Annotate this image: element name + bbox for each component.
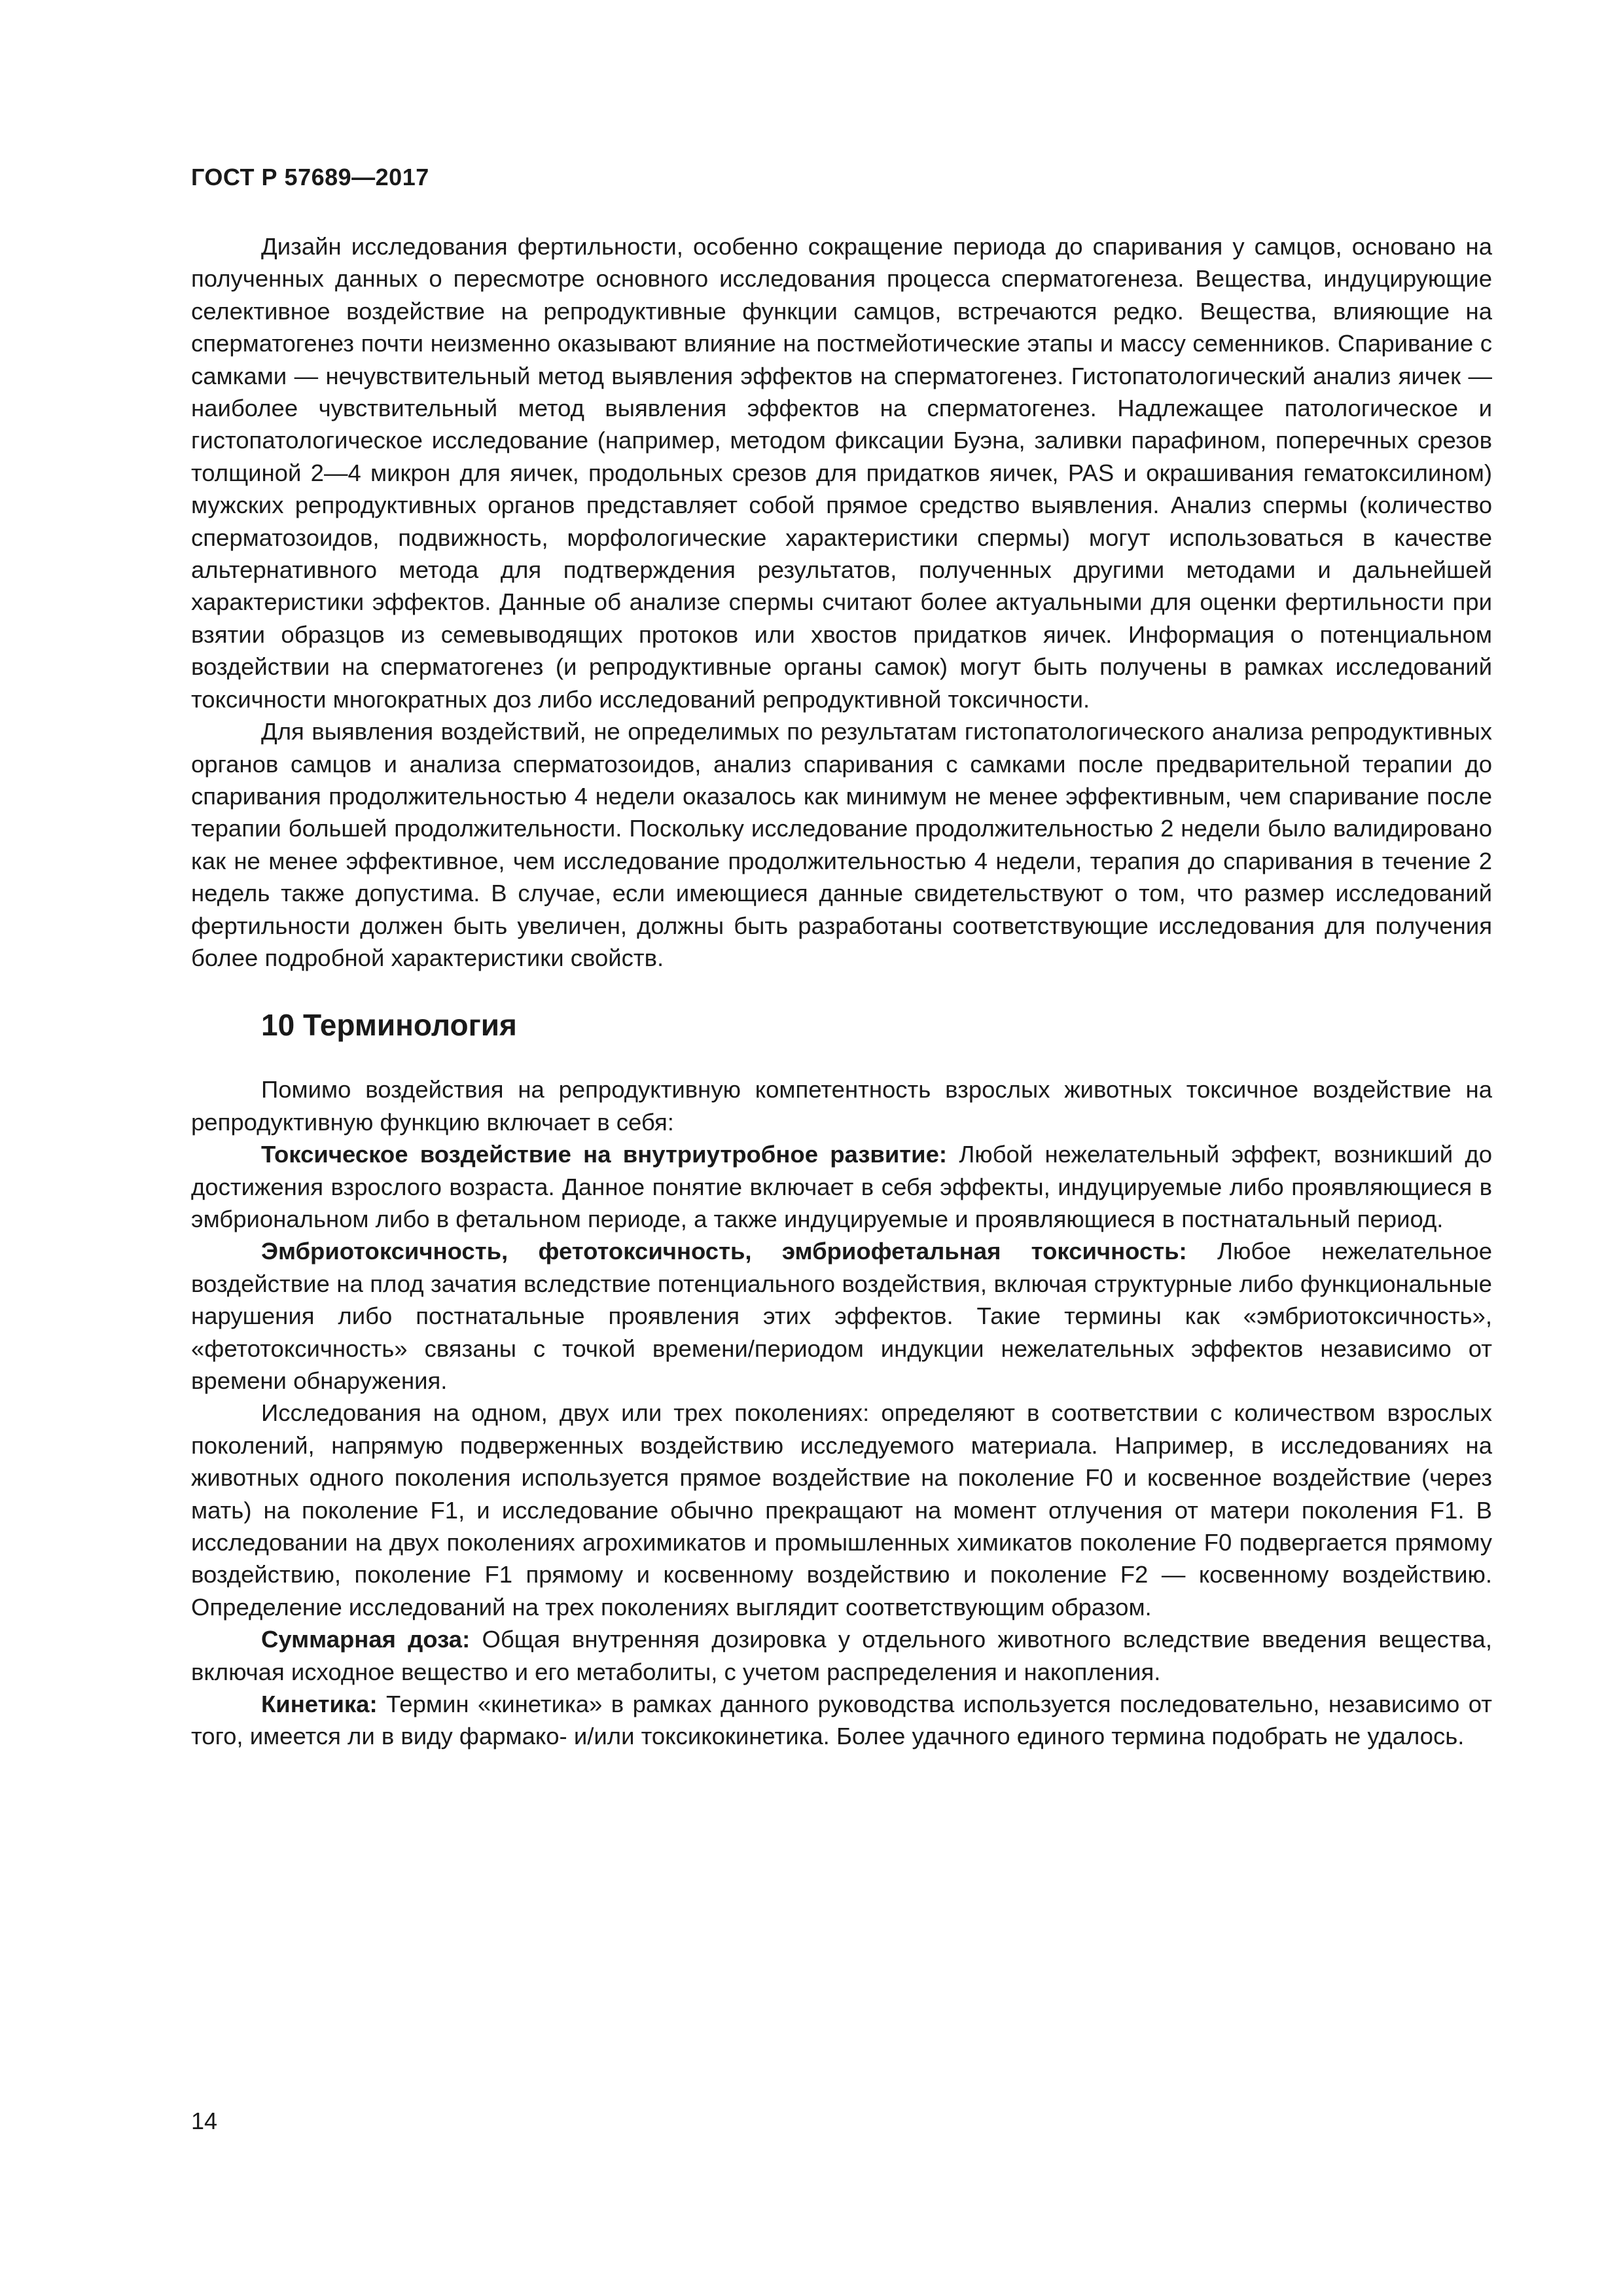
term-label: Эмбриотоксичность, фетотоксичность, эмбриофетальная токсичность: xyxy=(261,1238,1187,1265)
paragraph-generation-studies: Исследования на одном, двух или трех поколениях: определяют в соответствии с количеством взрослых поколений, напрямую подверженных воздействию исследуемого материала. Например, в исследованиях на животных одного поколения используется прямое воздействие на поколение F0 и косвенное воздействие (через мать) на поколение F1, и исследование обычно прекращают на момент отлучения от матери поколения F1. В исследовании на двух поколениях агрохимикатов и промышленных химикатов поколение F0 подвергается прямому воздействию, поколение F1 прямому и косвенному воздействию и поколение F2 — косвенному воздействию. Определение исследований на трех поколениях выглядит соответствующим образом. xyxy=(191,1399,1492,1621)
document-page xyxy=(191,0,1492,2296)
term-label: Суммарная доза: xyxy=(261,1626,471,1653)
term-entry-total-dose xyxy=(191,1623,1492,1688)
page-number: 14 xyxy=(191,2108,218,2134)
term-label: Токсическое воздействие на внутриутробное развитие: xyxy=(261,1141,948,1168)
paragraph-mating-analysis: Для выявления воздействий, не определимых по результатам гистопатологического анализа репродуктивных органов самцов и анализа сперматозоидов, анализ спаривания с самками после предварительной терапии до спаривания продолжительностью 4 недели оказалось как минимум не менее эффективным, чем спаривание после терапии большей продолжительности. Поскольку исследование продолжительностью 2 недели было валидировано как не менее эффективное, чем исследование продолжительностью 4 недели, терапия до спаривания в течение 2 недель также допустима. В случае, если имеющиеся данные свидетельствуют о том, что размер исследований фертильности должен быть увеличен, должны быть разработаны соответствующие исследования для получения более подробной характеристики свойств. xyxy=(191,718,1492,971)
term-entry-kinetics xyxy=(191,1688,1492,1753)
term-definition: Термин «кинетика» в рамках данного руководства используется последовательно, независимо от того, имеется ли в виду фармако- и/или токсикокинетика. Более удачного единого термина подобрать не удалось. xyxy=(191,1691,1492,1750)
term-entry-embryotoxicity xyxy=(191,1235,1492,1397)
document-header: ГОСТ Р 57689—2017 xyxy=(191,164,429,190)
term-definition: Любой нежелательный эффект, возникший до достижения взрослого возраста. Данное понятие включает в себя эффекты, индуцируемые либо проявляющиеся в эмбриональном либо в фетальном периоде, а также индуцируемые и проявляющиеся в постнатальный период. xyxy=(191,1141,1493,1232)
document-body xyxy=(191,230,1492,1753)
term-label: Кинетика: xyxy=(261,1691,378,1718)
paragraph-fertility-study-design: Дизайн исследования фертильности, особенно сокращение периода до спаривания у самцов, основано на полученных данных о пересмотре основного исследования процесса сперматогенеза. Вещества, индуцирующие селективное воздействие на репродуктивные функции самцов, встречаются редко. Вещества, влияющие на сперматогенез почти неизменно оказывают влияние на постмейотические этапы и массу семенников. Спаривание с самками — нечувствительный метод выявления эффектов на сперматогенез. Гистопатологический анализ яичек — наиболее чувствительный метод выявления эффектов на сперматогенез. Надлежащее патологическое и гистопатологическое исследование (например, методом фиксации Буэна, заливки парафином, поперечных срезов толщиной 2—4 микрон для яичек, продольных срезов для придатков яичек, PAS и окрашивания гематоксилином) мужских репродуктивных органов представляет собой прямое средство выявления. Анализ спермы (количество сперматозоидов, подвижность, морфологические характеристики спермы) могут использоваться в качестве альтернативного метода для подтверждения результатов, полученных другими методами и дальнейшей характеристики эффектов. Данные об анализе спермы считают более актуальными для оценки фертильности при взятии образцов из семевыводящих протоков или хвостов придатков яичек. Информация о потенциальном воздействии на сперматогенез (и репродуктивные органы самок) могут быть получены в рамках исследований токсичности многократных доз либо исследований репродуктивной токсичности. xyxy=(191,233,1492,713)
paragraph-terminology-intro: Помимо воздействия на репродуктивную компетентность взрослых животных токсичное воздействие на репродуктивную функцию включает в себя: xyxy=(191,1076,1492,1136)
term-entry-developmental-toxicity xyxy=(191,1138,1492,1235)
term-definition: Общая внутренняя дозировка у отдельного животного вследствие введения вещества, включая исходное вещество и его метаболиты, с учетом распределения и накопления. xyxy=(191,1626,1492,1685)
term-definition: Любое нежелательное воздействие на плод зачатия вследствие потенциального воздействия, включая структурные либо функциональные нарушения либо постнатальные проявления этих эффектов. Такие термины как «эмбриотоксичность», «фетотоксичность» связаны с точкой времени/периодом индукции нежелательных эффектов независимо от времени обнаружения. xyxy=(191,1238,1492,1394)
section-title-terminology: 10 Терминология xyxy=(261,1008,517,1043)
